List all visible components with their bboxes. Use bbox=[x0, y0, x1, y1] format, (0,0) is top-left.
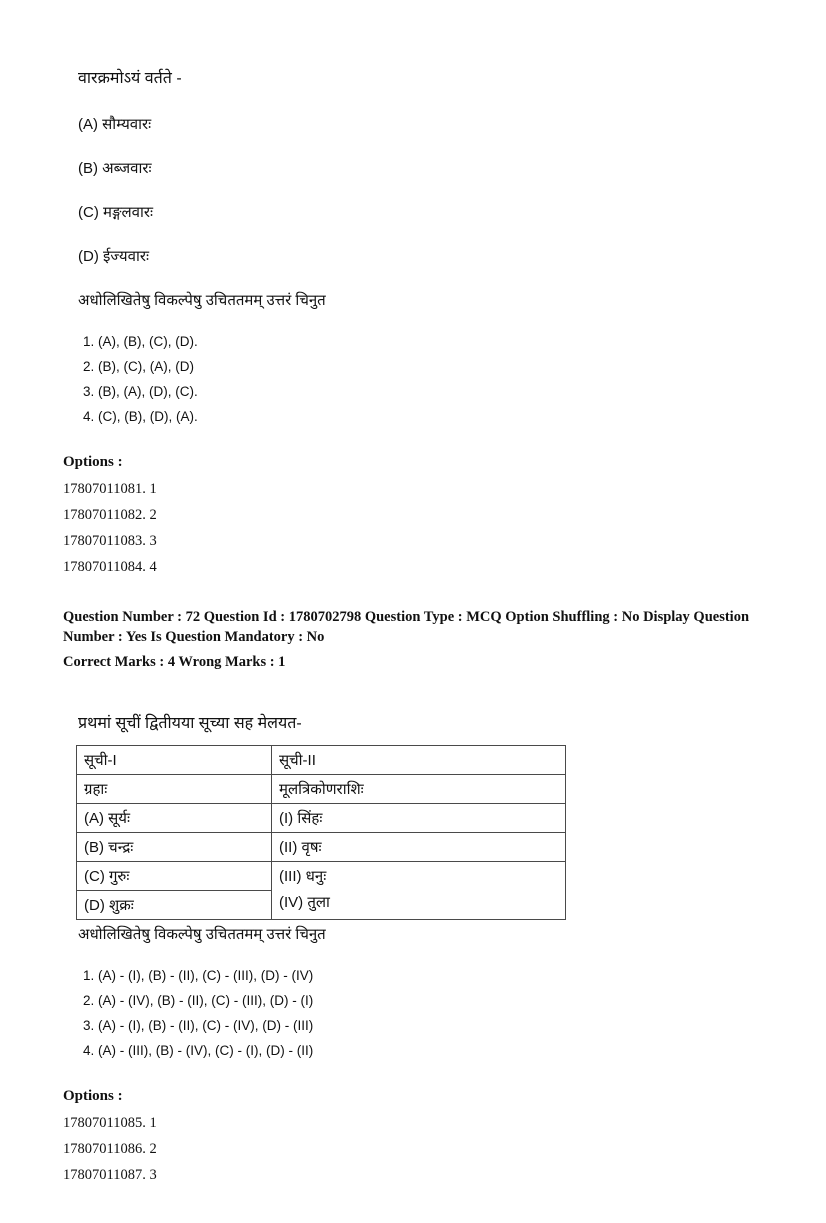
table-cell-ii: (II) वृषः bbox=[272, 832, 566, 861]
q71-answer-line-4: 4. (C), (B), (D), (A). bbox=[83, 409, 198, 424]
q72-option-id-3: 17807011087. 3 bbox=[63, 1166, 157, 1183]
table-cell-iii-iv bbox=[272, 861, 566, 919]
q71-answer-list bbox=[83, 334, 768, 424]
table-cell-i: (I) सिंहः bbox=[272, 803, 566, 832]
table-cell-c: (C) गुरुः bbox=[77, 861, 272, 890]
table-cell-b: (B) चन्द्रः bbox=[77, 832, 272, 861]
q71-instruction: अधोलिखितेषु विकल्पेषु उचिततमम् उत्तरं चिनुत bbox=[78, 292, 326, 309]
q72-answer-line-1: 1. (A) - (I), (B) - (II), (C) - (III), (D) - (IV) bbox=[83, 967, 314, 983]
q71-choice-a: (A) सौम्यवारः bbox=[78, 116, 152, 133]
table-cell-a: (A) सूर्यः bbox=[77, 803, 272, 832]
q72-answer-line-2: 2. (A) - (IV), (B) - (II), (C) - (III), (D) - (I) bbox=[83, 992, 314, 1008]
table-header-list2: सूची-II bbox=[272, 745, 566, 774]
q71-option-id-3: 17807011083. 3 bbox=[63, 533, 157, 549]
table-subheader-left: ग्रहाः bbox=[77, 774, 272, 803]
q71-choice-b: (B) अब्जवारः bbox=[78, 160, 152, 177]
table-row bbox=[77, 861, 566, 890]
q71-choice-c: (C) मङ्गलवारः bbox=[78, 204, 154, 221]
table-row bbox=[77, 803, 566, 832]
q72-option-ids bbox=[63, 1115, 768, 1184]
q71-option-id-1: 17807011081. 1 bbox=[63, 481, 157, 497]
q72-answer-line-3: 3. (A) - (I), (B) - (II), (C) - (IV), (D) - (III) bbox=[83, 1017, 314, 1033]
q71-option-ids bbox=[63, 481, 768, 576]
q72-option-id-2: 17807011086. 2 bbox=[63, 1140, 157, 1157]
q72-marks-line: Correct Marks : 4 Wrong Marks : 1 bbox=[63, 654, 286, 671]
q72-option-id-1: 17807011085. 1 bbox=[63, 1114, 157, 1131]
q71-question-text: वारक्रमोऽयं वर्तते - bbox=[78, 70, 182, 87]
q71-choice-d: (D) ईज्यवारः bbox=[78, 248, 150, 265]
match-table bbox=[76, 745, 566, 920]
q71-answer-line-1: 1. (A), (B), (C), (D). bbox=[83, 334, 198, 349]
table-cell-line-iii: (III) धनुः bbox=[279, 868, 327, 886]
q71-answer-line-2: 2. (B), (C), (A), (D) bbox=[83, 359, 194, 374]
table-cell-d: (D) शुक्रः bbox=[77, 890, 272, 919]
table-subheader-row bbox=[77, 774, 566, 803]
q72-meta-line: Question Number : 72 Question Id : 1780702798 Question Type : MCQ Option Shuffling : No Display Question Number : Yes Is Question Mandatory : No bbox=[63, 609, 750, 645]
q72-options-heading: Options : bbox=[63, 1087, 123, 1104]
table-subheader-right: मूलत्रिकोणराशिः bbox=[272, 774, 566, 803]
q72-instruction: अधोलिखितेषु विकल्पेषु उचिततमम् उत्तरं चिनुत bbox=[78, 925, 326, 943]
q72-answer-line-4: 4. (A) - (III), (B) - (IV), (C) - (I), (D) - (II) bbox=[83, 1042, 314, 1058]
table-header-list1: सूची-I bbox=[77, 745, 272, 774]
q71-options-heading: Options : bbox=[63, 454, 123, 470]
q71-option-id-4: 17807011084. 4 bbox=[63, 559, 157, 575]
table-row bbox=[77, 832, 566, 861]
table-header-row bbox=[77, 745, 566, 774]
q71-answer-line-3: 3. (B), (A), (D), (C). bbox=[83, 384, 198, 399]
q71-option-id-2: 17807011082. 2 bbox=[63, 507, 157, 523]
q72-answer-list bbox=[83, 968, 768, 1058]
table-cell-line-iv: (IV) तुला bbox=[279, 894, 330, 912]
q72-question-text: प्रथमां सूचीं द्वितीयया सूच्या सह मेलयत- bbox=[78, 714, 302, 732]
